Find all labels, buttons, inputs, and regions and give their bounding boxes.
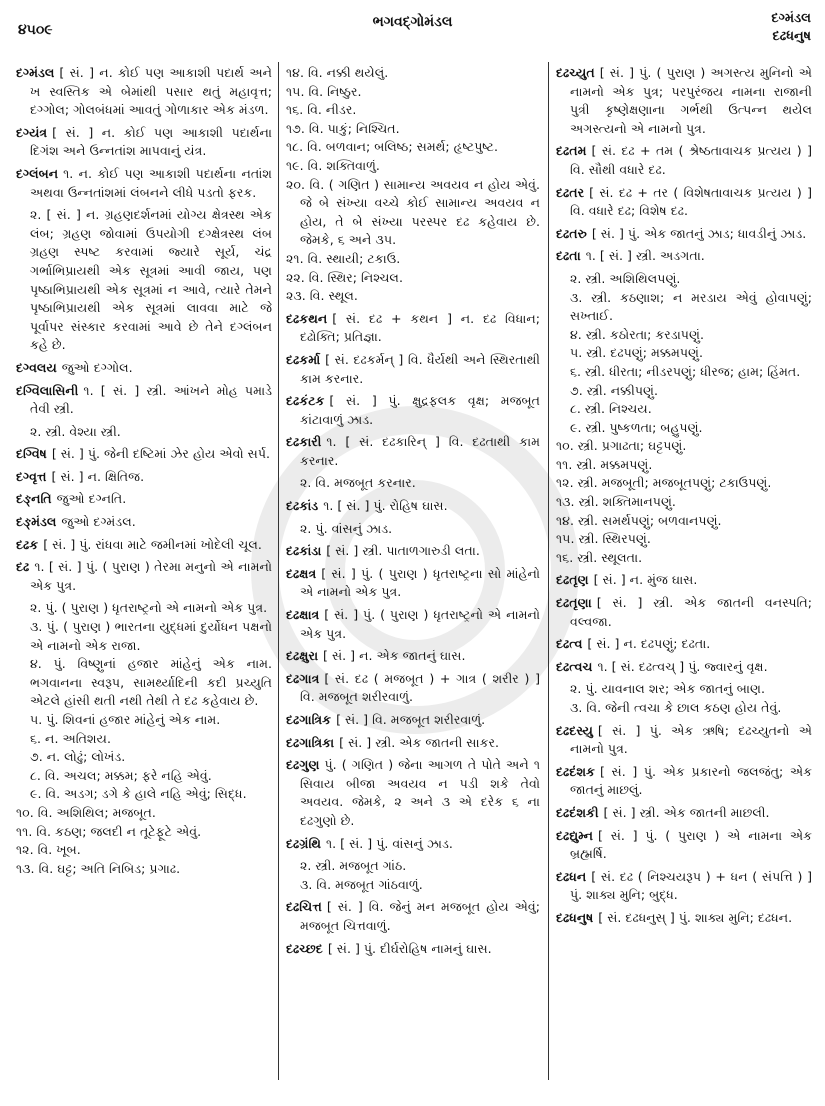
headword: દગ્લંબન: [16, 165, 59, 181]
entry-sense: [286, 520, 540, 539]
definition-text: [ સં. દઢ + કથન ] ન. દઢ વિધાન; દઢોક્તિ; પ્રતિજ્ઞા.: [300, 310, 540, 345]
definition-text: ૧૨. સ્ત્રી. મજબૂતી; મજબૂતપણું; ટકાઉપણું.: [556, 475, 772, 491]
entry-sense: [286, 876, 540, 895]
definition-text: ૩. સ્ત્રી. કઠણાશ; ન મરડાય એવું હોવાપણું; સખ્તાઈ.: [570, 289, 812, 324]
dictionary-entry: [556, 184, 812, 221]
headword: દગ્મંડલ: [16, 65, 55, 80]
dictionary-entry: [286, 497, 540, 516]
definition-text: [ સં. દઢકર્મન્ ] વિ. ધૈર્યથી અને સ્થિરતાથી કામ કરનાર.: [300, 351, 540, 386]
definition-text: [ સં. ] પું. રાંધવા માટે જમીનમાં ખોદેલી ચૂલ.: [43, 536, 262, 552]
column-3: [556, 64, 812, 932]
dictionary-entry: [16, 490, 272, 509]
dictionary-entry: [556, 868, 812, 905]
entry-sense: [286, 83, 540, 102]
column-1: [16, 64, 272, 878]
dictionary-entry: [556, 64, 812, 138]
entry-sense: [556, 680, 812, 699]
entry-sense: [556, 270, 812, 289]
entry-sense: [286, 120, 540, 139]
entry-sense: [286, 474, 540, 493]
definition-text: ૨. પું. યાવનાલ શર; એક જાતનું બાણ.: [570, 681, 765, 697]
definition-text: [ સં. ] ન. મુંજ ઘાસ.: [593, 572, 698, 588]
headword: દઢદસ્યુ: [556, 722, 593, 738]
dictionary-entry: [556, 763, 812, 800]
definition-text: ૩. વિ. મજબૂત ગાંઠવાળું.: [300, 876, 423, 892]
dictionary-entry: [556, 635, 812, 654]
dictionary-entry: [286, 542, 540, 561]
entry-sense: [16, 599, 272, 618]
definition-text: [ સં. ] ન. કોઈ પણ આકાશી પદાર્થના દિગંશ અને ઉન્નતાંશ માપવાનું યંત્ર.: [30, 124, 272, 159]
definition-text: જુઓ દગ્નતિ.: [56, 491, 127, 507]
dictionary-entry: [286, 565, 540, 602]
dictionary-entry: [16, 165, 272, 202]
entry-sense: [286, 157, 540, 176]
headword: દઢતૃણ: [556, 572, 589, 588]
guide-word-first: દગ્મંડલ: [771, 11, 811, 26]
definition-text: [ સં. ] પું. ( પુરાણ ) અગસ્ત્ય મુનિનો એ નામનો એક પુત્ર; પરપુરંજય નામના રાજાની પુત્રી કૃષ્ણેક્ષણાના ગર્ભથી ઉત્પન્ન થયેલ અગસ્ત્યનો એ નામનો પુત્ર.: [570, 65, 812, 136]
definition-text: ૧૬. વિ. નીડર.: [286, 102, 357, 118]
dictionary-entry: [16, 124, 272, 161]
definition-text: ૫. સ્ત્રી. દઢપણું; મક્કમપણું.: [570, 345, 704, 361]
entry-sense: [556, 512, 812, 531]
entry-sense: [556, 549, 812, 568]
definition-text: ૧૪. સ્ત્રી. સમર્થપણું; બળવાનપણું.: [556, 512, 722, 528]
headword: દગ્વૃત્ત: [16, 468, 47, 484]
headword: દઢગાત્રિક: [286, 712, 332, 727]
headword: દઢતમ: [556, 143, 587, 159]
headword: દઢગ્રંથિ: [286, 835, 321, 851]
definition-text: ૧૦. વિ. અશિથિલ; મજબૂત.: [16, 804, 156, 820]
definition-text: ૩. વિ. જેની ત્વચા કે છાલ કઠણ હોય તેવું.: [570, 700, 782, 715]
definition-text: ૧. [ સં. ] પું. ( પુરાણ ) તેરમા મનુનો એ નામનો એક પુત્ર.: [30, 559, 272, 593]
dictionary-entry: [16, 468, 272, 487]
headword: દઢકર્મા: [286, 351, 321, 367]
headword: દઙ્નતિ: [16, 491, 52, 507]
dictionary-entry: [286, 433, 540, 470]
dictionary-entry: [556, 225, 812, 244]
definition-text: ૧૧. સ્ત્રી. મક્કમપણું.: [556, 456, 653, 472]
definition-text: [ સં. ] સ્ત્રી. પાતાળગારુડી લતા.: [326, 543, 480, 559]
definition-text: ૧૩. સ્ત્રી. શક્તિમાનપણું.: [556, 494, 676, 510]
headword: દઢક: [16, 536, 39, 552]
definition-text: ૧. [ સં. ] પું. વાંસનું ઝાડ.: [326, 835, 453, 851]
headword: દઢક્ષત્ર: [286, 565, 317, 581]
definition-text: [ સં. ] પું. જેની દષ્ટિમાં ઝેર હોય એવો સર્પ.: [51, 446, 271, 462]
definition-text: ૧. [ સં. ] પું. રોહિષ ઘાસ.: [323, 498, 448, 514]
dictionary-entry: [16, 64, 272, 120]
definition-text: ૨. સ્ત્રી. વેશ્યા સ્ત્રી.: [30, 423, 121, 439]
definition-text: જુઓ દગ્ગોલ.: [61, 359, 133, 375]
definition-text: ૨૨. વિ. સ્થિર; નિશ્ચલ.: [286, 269, 403, 285]
dictionary-entry: [16, 382, 272, 419]
entry-sense: [556, 344, 812, 363]
dictionary-entry: [556, 827, 812, 864]
dictionary-entry: [286, 351, 540, 388]
dictionary-entry: [286, 898, 540, 935]
definition-text: [ સં. ] ન. એક જાતનું ઘાસ.: [323, 648, 466, 664]
dictionary-entry: [556, 571, 812, 590]
definition-text: ૮. સ્ત્રી. નિશ્ચય.: [570, 401, 652, 417]
definition-text: ૨૦. વિ. ( ગણિત ) સામાન્ય અવયવ ન હોય એવું. જે બે સંખ્યા વચ્ચે કોઈ સામાન્ય અવયવ ન હોય, તે બે સંખ્યા પરસ્પર દઢ કહેવાય છે. જેમકે, ૬ અને ૩૫.: [286, 176, 540, 248]
book-title: ભગવદ્ગોમંડલ: [372, 14, 453, 30]
entry-sense: [16, 767, 272, 786]
definition-text: ૧. [ સં. ] સ્ત્રી. આંખને મોહ પમાડે તેવી સ્ત્રી.: [30, 382, 272, 417]
definition-text: ૪. પું. વિષ્ણુનાં હજાર માંહેનું એક નામ. ભગવાનના સ્વરૂપ, સામર્થ્યાદિની કદી પ્રચ્યુતિ એટલે હાંસી થતી નથી તેથી તે દઢ કહેવાય છે.: [30, 656, 272, 709]
headword: દઢધન: [556, 868, 587, 884]
headword: દઢદ્યુમ્ન: [556, 827, 594, 843]
dictionary-entry: [286, 392, 540, 429]
definition-text: [ સં. ] પું. એક પ્રકારનો જલજંતુ; એક જાતનું માછલું.: [570, 763, 812, 798]
entry-sense: [16, 823, 272, 842]
entry-sense: [556, 289, 812, 326]
definition-text: ૯. સ્ત્રી. પુષ્કળતા; બહુપણું.: [570, 419, 703, 435]
dictionary-entry: [556, 247, 812, 266]
headword: દઢચિત્ત: [286, 899, 322, 915]
headword: દઢતા: [556, 248, 581, 264]
entry-sense: [16, 860, 272, 879]
headword: દઢગાત્ર: [286, 670, 320, 686]
headword: દઢકાંડ: [286, 498, 319, 514]
dictionary-entry: [16, 536, 272, 555]
definition-text: ૪. સ્ત્રી. કઠોરતા; કરડાપણું.: [570, 326, 704, 342]
headword: દઢકંટક: [286, 393, 325, 409]
definition-text: ૬. ન. અતિશય.: [30, 730, 111, 746]
definition-text: ૮. વિ. અચલ; મક્કમ; ફરે નહિ એવું.: [30, 767, 212, 783]
definition-text: ૧૯. વિ. શક્તિવાળું.: [286, 157, 380, 173]
definition-text: પું. ( ગણિત ) જેના આગળ તે પોતે અને ૧ સિવાય બીજા અવયવ ન પડી શકે તેવો અવયવ. જેમકે, ૨ અને ૩ એ દરેક ૬ ના દઢગુણો છે.: [300, 757, 540, 828]
entry-sense: [556, 400, 812, 419]
entry-sense: [556, 363, 812, 382]
definition-text: ૧. [ સં. ] સ્ત્રી. અડગતા.: [585, 248, 705, 264]
headword: દઙ્મંડલ: [16, 514, 57, 530]
dictionary-entry: [16, 445, 272, 464]
definition-text: [ સં. દઢ ( નિશ્ચયરૂપ ) + ધન ( સંપત્તિ ) ] પું. શાક્ય મુનિ; બુદ્ધ.: [570, 868, 812, 903]
entry-sense: [556, 382, 812, 401]
entry-sense: [556, 419, 812, 438]
definition-text: [ સં. ] પું. એક જાતનું ઝાડ; ધાવડીનું ઝાડ.: [591, 225, 807, 241]
dictionary-entry: [556, 722, 812, 759]
page-number: ૪૫૦૯: [18, 22, 53, 38]
entry-sense: [286, 101, 540, 120]
dictionary-entry: [16, 513, 272, 532]
headword: દઢકારી: [286, 434, 322, 450]
headword: દગ્વલય: [16, 359, 57, 375]
definition-text: [ સં. ] ન. ક્ષિતિજ.: [51, 468, 145, 484]
entry-sense: [16, 785, 272, 804]
entry-sense: [16, 730, 272, 749]
guide-word-last: દઢધનુષ: [772, 29, 811, 44]
headword: દઢધનુષ: [556, 909, 594, 925]
definition-text: [ સં. દઢ + તમ ( શ્રેષ્ઠતાવાચક પ્રત્યય ) ] વિ. સૌથી વધારે દઢ.: [570, 143, 812, 177]
definition-text: [ સં. ] ન. કોઈ પણ આકાશી પદાર્થ અને ખ સ્વસ્તિક એ બેમાંથી પસાર થતું મહાવૃત્ત; દગ્ગોલ; ગોલબંધમાં આવતું ગોળાકાર એક મંડળ.: [30, 65, 272, 118]
headword: દઢતર: [556, 184, 585, 200]
headword: દઢત્વ: [556, 636, 583, 652]
definition-text: ૨. પું. ( પુરાણ ) ધૃતરાષ્ટ્રનો એ નામનો એક પુત્ર.: [30, 600, 268, 616]
entry-sense: [556, 474, 812, 493]
definition-text: [ સં. ] પું. દીર્ઘરોહિષ નામનું ઘાસ.: [327, 940, 492, 956]
definition-text: જુઓ દગ્મંડલ.: [61, 514, 136, 530]
headword: દઢગુણ: [286, 757, 320, 773]
dictionary-entry: [16, 359, 272, 378]
entry-sense: [16, 804, 272, 823]
definition-text: ૧૪. વિ. નક્કી થયેલું.: [286, 65, 389, 80]
dictionary-entry: [556, 909, 812, 928]
entry-sense: [556, 437, 812, 456]
entry-sense: [16, 711, 272, 730]
headword: દઢચ્છદ: [286, 940, 323, 956]
entry-sense: [16, 655, 272, 711]
dictionary-entry: [556, 142, 812, 179]
definition-text: ૭. ન. લોઢું; લોખંડ.: [30, 749, 126, 765]
definition-text: [ સં. ] વિ. મજબૂત શરીરવાળું.: [336, 712, 486, 727]
definition-text: ૧૫. વિ. નિષ્ઠુર.: [286, 83, 362, 99]
column-divider: [278, 62, 279, 1080]
definition-text: ૧૬. સ્ત્રી. સ્થૂલતા.: [556, 549, 643, 565]
definition-text: ૧. [ સં. દઢકારિન્ ] વિ. દઢતાથી કામ કરનાર.: [300, 434, 540, 468]
dictionary-entry: [286, 734, 540, 753]
definition-text: [ સં. દઢધનુસ્ ] પું. શાક્ય મુનિ; દઢધન.: [598, 909, 793, 925]
dictionary-entry: [286, 711, 540, 730]
dictionary-entry: [286, 310, 540, 347]
headword: દઢગાત્રિકા: [286, 734, 335, 750]
definition-text: ૨૧. વિ. સ્થાયી; ટકાઉ.: [286, 250, 401, 266]
definition-text: ૬. સ્ત્રી. ધીરતા; નીડરપણું; ધીરજ; હામ; હિંમત.: [570, 363, 801, 379]
definition-text: ૧. [ સં. દઢત્વચ્ ] પું. જ્વારનું વૃક્ષ.: [597, 658, 768, 674]
headword: દઢદંશક: [556, 763, 595, 779]
headword: દઢચ્યુત: [556, 65, 595, 80]
definition-text: [ સં. ] પું. ( પુરાણ ) એ નામના એક બ્રહ્મર્ષિ.: [570, 827, 812, 862]
entry-sense: [286, 176, 540, 250]
dictionary-entry: [286, 940, 540, 959]
headword: દગ્વિલાસિની: [16, 382, 79, 398]
definition-text: ૧૭. વિ. પાકું; નિશ્ચિત.: [286, 120, 400, 136]
entry-sense: [556, 699, 812, 718]
headword: દઢ: [16, 559, 30, 575]
definition-text: ૧૨. વિ. ખૂબ.: [16, 842, 81, 858]
entry-sense: [556, 326, 812, 345]
definition-text: ૨. પું. વાંસનું ઝાડ.: [300, 520, 393, 536]
definition-text: [ સં. ] ન. દઢપણું; દઢતા.: [587, 636, 711, 652]
headword: દઢકાંડા: [286, 543, 322, 559]
definition-text: ૫. પું. શિવનાં હજાર માંહેનું એક નામ.: [30, 712, 221, 727]
headword: દઢતૃણા: [556, 595, 592, 611]
definition-text: [ સં. ] સ્ત્રી. એક જાતની વનસ્પતિ; વલ્વજા.: [570, 595, 812, 629]
entry-sense: [556, 456, 812, 475]
entry-sense: [16, 618, 272, 655]
definition-text: ૨૩. વિ. સ્થૂલ.: [286, 288, 358, 304]
entry-sense: [16, 748, 272, 767]
definition-text: ૯. વિ. અડગ; ડગે કે હાલે નહિ એવું; સિદ્ધ.: [30, 786, 247, 802]
dictionary-entry: [556, 658, 812, 677]
headword: દગ્વિષ: [16, 446, 47, 462]
dictionary-entry: [556, 594, 812, 631]
guide-words: [771, 10, 811, 46]
entry-sense: [16, 841, 272, 860]
definition-text: ૧૫. સ્ત્રી. સ્થિરપણું.: [556, 531, 651, 547]
definition-text: [ સં. દઢ ( મજબૂત ) + ગાત્ર ( શરીર ) ] વિ. મજબૂત શરીરવાળું.: [300, 670, 540, 705]
definition-text: [ સં. ] પું. ક્ષુદ્રફલક વૃક્ષ; મજબૂત કાંટાવાળું ઝાડ.: [300, 393, 540, 427]
definition-text: ૨. વિ. મજબૂત કરનાર.: [300, 475, 416, 491]
headword: દગ્યંત્ર: [16, 124, 48, 140]
headword: દઢક્ષુરા: [286, 648, 319, 664]
definition-text: ૭. સ્ત્રી. નક્કીપણું.: [570, 382, 659, 398]
definition-text: ૨. [ સં. ] ન. ગ્રહણદર્શનમાં યોગ્ય ક્ષેત્રસ્થ એક લંબ; ગ્રહણ જોવામાં ઉપયોગી દગ્ક્ષેત્રસ્થ લંબ ગ્રહણ સ્પષ્ટ કરવામાં જ્યારે સૂર્ય, ચંદ્ર ગર્ભાભિપ્રાયથી એક સૂત્રમાં આવી જાય, પણ પૃષ્ઠાભિપ્રાયથી એક સૂત્રમાં ન આવે, ત્યારે તેમને પૃષ્ઠાભિપ્રાયથી એક સૂત્રમાં લાવવા માટે જે પૂર્વાપર સંસ્કાર કરવામાં આવે છે તેને દગ્લંબન કહે છે.: [30, 207, 272, 353]
definition-text: [ સં. ] વિ. જેનું મન મજબૂત હોય એવું; મજબૂત ચિત્તવાળું.: [300, 899, 540, 933]
definition-text: [ સં. ] સ્ત્રી. એક જાતની માછલી.: [603, 804, 770, 820]
definition-text: ૩. પું. ( પુરાણ ) ભારતના યુદ્ધમાં દુર્યોધન પક્ષનો એ નામનો એક રાજા.: [30, 619, 272, 653]
definition-text: [ સં. ] પું. ( પુરાણ ) ધૃતરાષ્ટ્રનો એ નામનો એક પુત્ર.: [300, 607, 540, 641]
definition-text: ૧૮. વિ. બળવાન; બલિષ્ઠ; સમર્થ; હૃષ્ટપુષ્ટ.: [286, 139, 498, 155]
headword: દઢક્ષાત્ર: [286, 607, 320, 623]
headword: દઢત્વચ: [556, 658, 593, 674]
dictionary-entry: [16, 558, 272, 595]
dictionary-entry: [556, 804, 812, 823]
definition-text: [ સં. ] પું. એક ઋષિ; દઢચ્યુતનો એ નામનો પુત્ર.: [570, 722, 812, 757]
entry-sense: [16, 206, 272, 355]
dictionary-entry: [286, 647, 540, 666]
definition-text: [ સં. ] સ્ત્રી. એક જાતની સાકર.: [339, 734, 499, 750]
definition-text: [ સં. ] પું. ( પુરાણ ) ધૃતરાષ્ટ્રના સો માંહેનો એ નામનો એક પુત્ર.: [300, 565, 540, 600]
entry-sense: [16, 423, 272, 442]
dictionary-entry: [286, 670, 540, 707]
definition-text: ૨. સ્ત્રી. અશિથિલપણું.: [570, 270, 681, 286]
entry-sense: [286, 138, 540, 157]
column-divider: [548, 62, 549, 1080]
entry-sense: [286, 250, 540, 269]
column-2: [286, 64, 540, 962]
dictionary-entry: [286, 606, 540, 643]
entry-sense: [286, 287, 540, 306]
entry-sense: [286, 857, 540, 876]
dictionary-entry: [286, 835, 540, 854]
entry-sense: [286, 269, 540, 288]
definition-text: [ સં. દઢ + તર ( વિશેષતાવાચક પ્રત્યય ) ] વિ. વધારે દઢ; વિશેષ દઢ.: [570, 184, 812, 219]
dictionary-entry: [286, 756, 540, 830]
entry-sense: [556, 493, 812, 512]
headword: દઢકથન: [286, 310, 328, 326]
definition-text: ૧૧. વિ. કઠણ; જલદી ન તૂટેફૂટે એવું.: [16, 823, 202, 839]
headword: દઢદંશકી: [556, 804, 599, 820]
entry-sense: [556, 530, 812, 549]
definition-text: ૨. સ્ત્રી. મજબૂત ગાંઠ.: [300, 858, 407, 874]
definition-text: ૧૦. સ્ત્રી. પ્રગાઢતા; ઘટ્ટપણું.: [556, 438, 687, 454]
definition-text: ૧૩. વિ. ઘટ્ટ; અતિ નિબિડ; પ્રગાઢ.: [16, 860, 181, 876]
definition-text: ૧. ન. કોઈ પણ આકાશી પદાર્થના નતાંશ અથવા ઉન્નતાંશમાં લંબનને લીધે પડતો ફરક.: [30, 165, 272, 200]
headword: દઢતરુ: [556, 225, 587, 241]
entry-sense: [286, 64, 540, 83]
